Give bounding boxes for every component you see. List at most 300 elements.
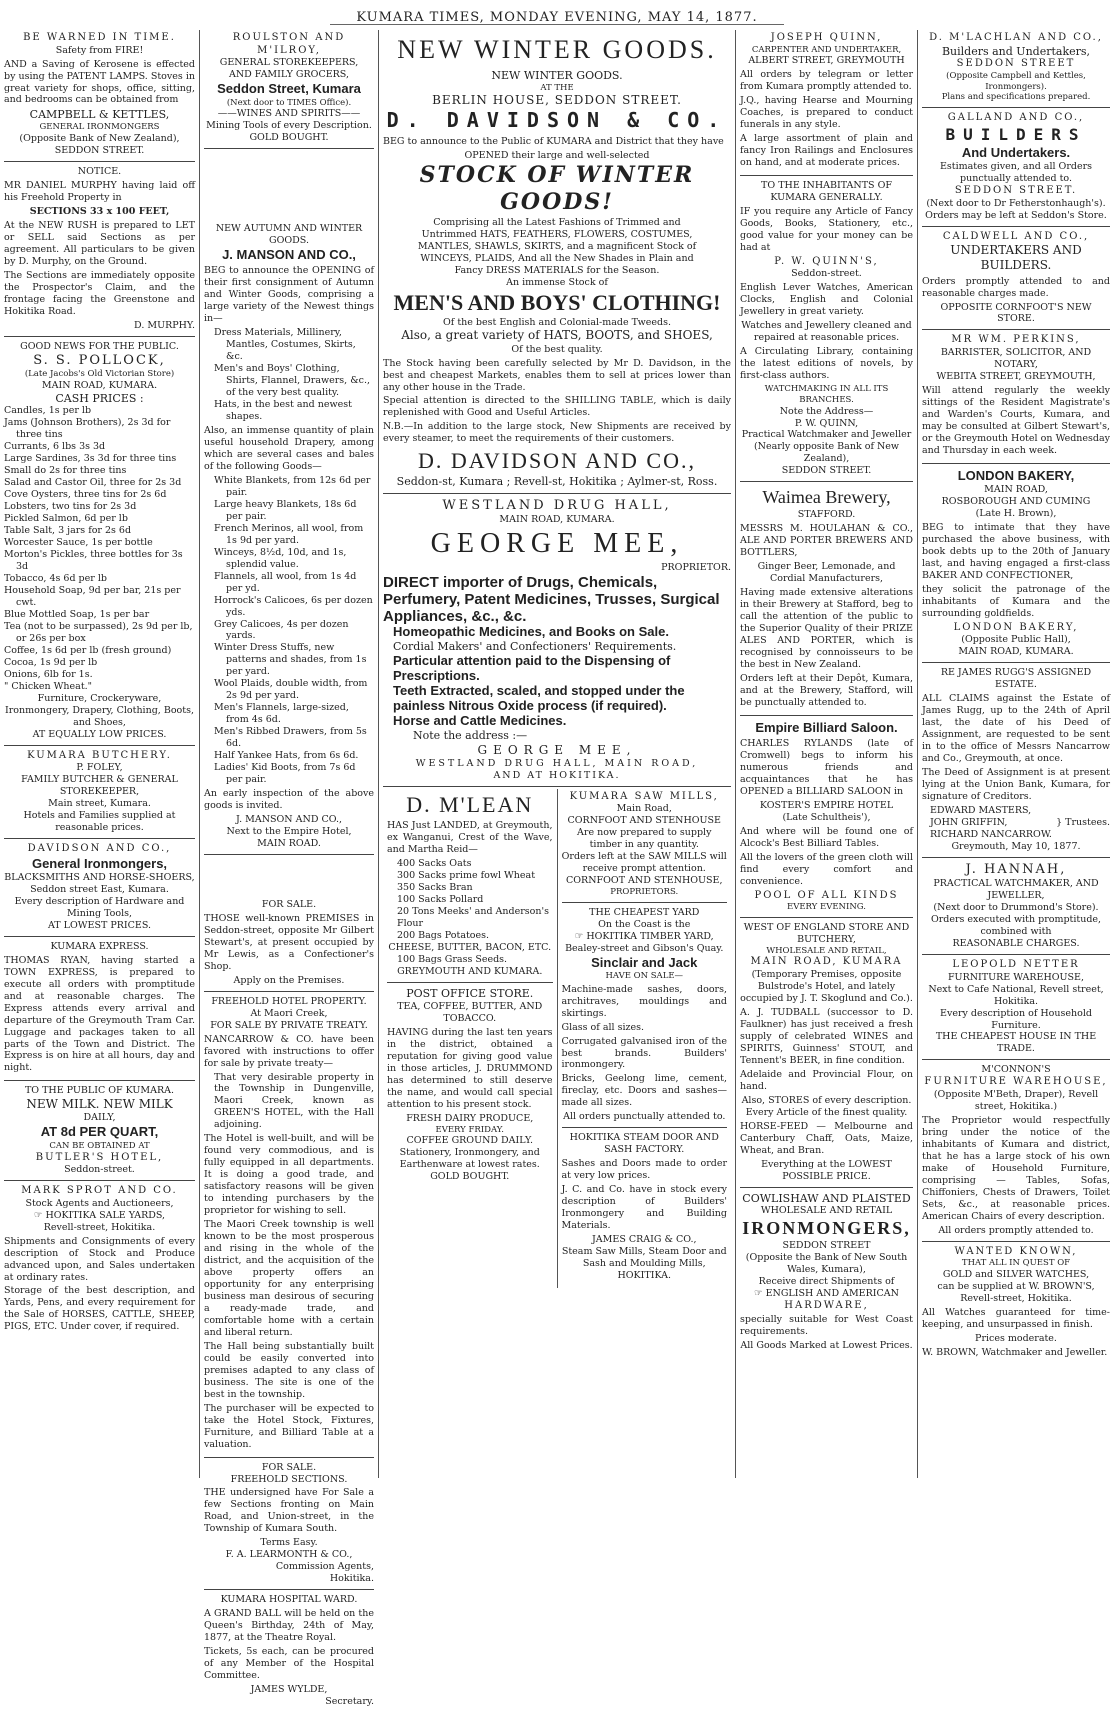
ad-heading: FOR SALE. [261, 898, 317, 910]
ad-body: ALL CLAIMS against the Estate of James Rugg, up to the 24th of April last, the date of his Deed of Assignment, are requested to be sent in to the office of Messrs Nancarrow and Co., Greymouth, at once. [922, 693, 1110, 765]
ad-line: Seddon-st, Kumara ; Revell-st, Hokitika ; Aylmer-st, Ross. [396, 475, 718, 489]
ad-berlin-house [383, 30, 731, 494]
ad-line: J. MANSON AND CO., [236, 814, 342, 826]
ad-heading: J. HANNAH, [965, 861, 1067, 877]
ad-firm: D. DAVIDSON AND CO., [418, 448, 696, 474]
ad-heading: HOKITIKA STEAM DOOR AND SASH FACTORY. [569, 1132, 719, 1156]
ad-line: (Nearly opposite Bank of New Zealand), [753, 441, 900, 465]
ad-line: GREYMOUTH AND KUMARA. [397, 965, 543, 977]
ad-line: MAIN ROAD, [984, 484, 1048, 496]
ad-line: PROPRIETORS. [610, 887, 679, 898]
ad-firm: GEORGE MEE, [430, 528, 684, 560]
ad-line: EVERY EVENING. [787, 902, 866, 913]
ad-kumara-express [4, 939, 195, 1082]
trustee-name: RICHARD NANCARROW. [930, 828, 1052, 840]
ad-line: LONDON BAKERY, [953, 621, 1079, 633]
ad-timber-yard [562, 905, 728, 1129]
ad-heading: DAVIDSON AND CO., [27, 842, 172, 854]
ad-line: F. A. LEARMONTH & CO., [225, 1549, 353, 1561]
ad-firm: Waimea Brewery, [762, 487, 891, 508]
ad-body: Storage of the best description, and Yards, Pens, and every requirement for the Sale of HORSES, CATTLE, SHEEP, PIGS, ETC. Under cover, if required. [4, 1285, 195, 1333]
ad-line: GOLD and SILVER WATCHES, [942, 1268, 1090, 1280]
ad-butchery [4, 748, 195, 839]
ad-body: An early inspection of the above goods is invited. [204, 788, 374, 812]
ad-pollock [4, 339, 195, 746]
ad-line: Also, a great variety of HATS, BOOTS, and SHOES, [401, 328, 713, 343]
ad-line: Terms Easy. [260, 1537, 318, 1549]
list-item: Horrock's Calicoes, 6s per dozen yds. [214, 594, 373, 618]
ad-line: (Opposite M'Beth, Draper), Revell street, Hokitika.) [933, 1088, 1099, 1112]
ad-line: PRACTICAL WATCHMAKER, AND JEWELLER, [933, 878, 1099, 902]
ad-heading: ROULSTON AND M'ILROY, [232, 32, 346, 56]
ad-line [562, 931, 728, 943]
ad-line: SEDDON STREET. [781, 465, 872, 477]
ad-line: Greymouth, May 10, 1877. [951, 840, 1081, 852]
ad-manson [204, 221, 374, 855]
ad-heading: COWLISHAW AND PLAISTED [742, 1191, 911, 1205]
ad-body: MESSRS M. HOULAHAN & CO., ALE AND PORTER BREWERS AND BOTTLERS, [740, 523, 913, 558]
ad-body: The Proprietor would respectfully bring under the notice of the inhabitants of Kumara and district, that he has a large stock of his own make of Household Furniture, comprising — Tables, Sofas, Chiffoniers, Chests of Drawers, Toilet Sets, &c., at reasonable prices. American Chairs of every description. [922, 1114, 1110, 1222]
ad-line: 100 Sacks Pollard [397, 894, 484, 906]
ad-freehold-hotel [204, 994, 374, 1458]
ad-heading: RE JAMES RUGG'S ASSIGNED ESTATE. [940, 667, 1092, 691]
ad-line: HARDWARE, [784, 1299, 869, 1311]
ad-heading: MARK SPROT AND CO. [21, 1185, 178, 1197]
ad-body: All orders by telegram or letter from Kumara promptly attended to. [740, 69, 913, 93]
ad-line: Apply on the Premises. [233, 974, 345, 986]
ad-heading: WEST OF ENGLAND STORE AND BUTCHERY, [743, 921, 910, 945]
column-2 [200, 30, 378, 1707]
ad-line-text: HOKITIKA TIMBER YARD, [586, 930, 714, 942]
ad-headline: NEW WINTER GOODS. [397, 35, 717, 64]
ad-heading: WANTED KNOWN, [954, 1245, 1078, 1257]
list-item: Men's Ribbed Drawers, from 5s 6d. [214, 726, 367, 750]
ad-body: Adelaide and Provincial Flour, on hand. [740, 1068, 913, 1092]
ad-firm: Seddon Street, Kumara [217, 81, 361, 97]
ad-line: Commission Agents, [275, 1561, 374, 1573]
ad-line: WHOLESALE AND RETAIL [760, 1205, 893, 1217]
ad-line: Hokitika. [993, 995, 1039, 1007]
ad-body: Particular attention paid to the Dispensing of Prescriptions. [393, 653, 671, 683]
list-item: Ladies' Kid Boots, from 7s 6d per pair. [214, 762, 356, 786]
ad-line: HAVE ON SALE— [605, 970, 684, 981]
ad-line: At Maori Creek, [250, 1007, 328, 1019]
list-item: Cove Oysters, three tins for 2s 6d [4, 489, 167, 501]
ad-line: JAMES CRAIG & CO., [591, 1234, 697, 1246]
ad-body: Having made extensive alterations in their Brewery at Stafford, beg to call the attention of the public to the Superior Quality of their PRIZE ALES AND PORTER, which is recognised by connoisseurs to be the best in New Zealand. [740, 586, 913, 670]
ad-line: Stationery, Ironmongery, and Earthenware at lowest rates. [399, 1147, 540, 1171]
ad-body: THOMAS RYAN, having started a TOWN EXPRESS, is prepared to execute all orders with promptitude and at reasonable charges. The Express attends every arrival and departure of the Greymouth Tram Car. Luggage and packages taken to all parts of the Town and District. The Express is on hire at all hours, day and night. [4, 954, 195, 1074]
ad-line: SEDDON STREET. [954, 185, 1078, 197]
ad-heading: POST OFFICE STORE. [406, 986, 534, 1000]
ad-kumara-saw-mills [562, 789, 728, 903]
ad-heading: TO THE PUBLIC OF KUMARA. [24, 1085, 175, 1097]
ad-line: FURNITURE WAREHOUSE, [947, 971, 1085, 983]
ad-line: STAFFORD. [797, 509, 856, 521]
ad-line: FOR SALE BY PRIVATE TREATY. [210, 1019, 368, 1031]
ad-body: they solicit the patronage of the inhabitants of Kumara and the surrounding goldfields. [922, 583, 1110, 619]
ad-post-office-store [387, 985, 553, 1187]
ad-westland-drug-hall [383, 496, 731, 787]
ad-line: On the Coast is the [598, 918, 691, 930]
ad-netter [922, 957, 1110, 1060]
ad-heading: KUMARA EXPRESS. [50, 940, 149, 952]
ad-perkins [922, 332, 1110, 463]
ad-line: GEORGE MEE, [477, 742, 637, 757]
ad-line: P. W. QUINN, [794, 417, 859, 429]
ad-joseph-quinn [740, 30, 913, 176]
ad-line-text: HOKITIKA SALE YARDS, [45, 1209, 166, 1221]
goods-list [204, 327, 374, 423]
ad-line: can be supplied at W. BROWN'S, [937, 1280, 1095, 1292]
ad-line: 200 Bags Potatoes. [397, 930, 490, 942]
list-item: Tea (not to be surpassed), 2s 9d per lb, or 26s per box [4, 620, 193, 644]
ad-sash-factory [562, 1130, 728, 1286]
list-item: Large Sardines, 3s 3d for three tins [4, 453, 177, 465]
ad-body: Tickets, 5s each, can be procured of any Member of the Hospital Committee. [204, 1646, 374, 1682]
ad-billiard-saloon [740, 718, 913, 918]
ad-body: Glass of all sizes. [561, 1021, 645, 1033]
ad-line: SEDDON STREET [956, 58, 1076, 70]
ad-line: Seddon-street. [791, 268, 862, 280]
list-item: Hats, in the best and newest shapes. [214, 399, 352, 423]
list-item: Jams (Johnson Brothers), 2s 3d for three tins [4, 417, 171, 441]
ad-west-of-england [740, 920, 913, 1188]
ad-line: Of the best English and Colonial-made Tweeds. [443, 316, 671, 328]
ad-body: Teeth Extracted, scaled, and stopped under the painless Nitrous Oxide process (if required). [393, 682, 685, 713]
ad-body: A large assortment of plain and fancy Iron Railings and Enclosures on hand, and at moderate prices. [740, 133, 913, 169]
list-item: Men's and Boys' Clothing, Shirts, Flannel, Drawers, &c., of the very best quality. [214, 363, 371, 399]
ad-line: Every Article of the finest quality. [745, 1106, 908, 1118]
ad-body: Comprising all the Latest Fashions of Trimmed and Untrimmed HATS, FEATHERS, FLOWERS, COSTUMES, MANTLES, SHAWLS, SKIRTS, and a magnificent Stock of WINCEYS, PLAIDS, And all the New Shades in Plain and Fancy DRESS MATERIALS for the Season. [417, 216, 697, 276]
list-item: Wool Plaids, double width, from 2s 9d per yard. [214, 678, 368, 702]
ad-heading: LEOPOLD NETTER [952, 959, 1080, 971]
pointing-hand-icon: ☞ [754, 1287, 766, 1299]
center-left [383, 789, 557, 1288]
ad-body: Cordial Makers' and Confectioners' Requirements. [393, 640, 677, 654]
ad-line: FAMILY BUTCHER & GENERAL STOREKEEPER, [21, 774, 178, 798]
ad-freehold-sections [204, 1460, 374, 1591]
ad-body: Shipments and Consignments of every description of Stock and Produce advanced upon, and Sales undertaken at ordinary rates. [4, 1235, 195, 1283]
ad-body: specially suitable for West Coast requirements. [740, 1314, 913, 1338]
ad-body: A. J. TUDBALL (successor to D. Faulkner) has just received a fresh supply of celebrated WINES and SPIRITS, Guinness' STOUT, and Tennent's BEER, in fine condition. [740, 1006, 913, 1066]
ad-line: Hotels and Families supplied at reasonable prices. [23, 810, 176, 833]
ad-line: (Late H. Brown), [975, 508, 1057, 520]
ad-firm: AT 8d PER QUART, [40, 1124, 159, 1140]
ad-body: J. C. and Co. have in stock every description of Builders' Ironmongery and Building Materials. [561, 1184, 727, 1232]
ad-line: (Next door to Drummond's Store). [933, 902, 1099, 914]
ad-line: (Next door to Dr Fetherstonhaugh's). [926, 197, 1106, 209]
ad-line: 400 Sacks Oats [397, 858, 472, 870]
column-4 [736, 30, 917, 1480]
ad-line: Hokitika. [329, 1573, 374, 1585]
ad-body: Machine-made sashes, doors, architraves, mouldings and skirtings. [561, 983, 727, 1019]
ad-line: Builders and Undertakers, [941, 44, 1091, 58]
ad-line: GOLD BOUGHT. [249, 132, 329, 144]
trustee-name: EDWARD MASTERS, [930, 804, 1032, 816]
ad-line: Note the Address— [779, 405, 874, 417]
ad-body: The Hotel is well-built, and will be found very commodious, and is fully equipped in all departments. It is doing a good trade, and satisfactory reasons will be given to intending purchasers by the proprietor for wishing to sell. [204, 1133, 374, 1217]
list-item: Half Yankee Hats, from 6s 6d. [214, 750, 359, 762]
ad-line: KOSTER'S EMPIRE HOTEL [759, 799, 894, 811]
ad-line: (Opposite Campbell and Kettles, Ironmongers). [946, 71, 1086, 92]
ad-heading: THE CHEAPEST YARD [589, 906, 700, 918]
ad-line: JAMES WYLDE, [250, 1684, 328, 1696]
ad-heading: GALLAND AND CO., [947, 112, 1085, 124]
pointing-hand-icon: ☞ [33, 1209, 46, 1221]
ad-line: CORNFOOT AND STENHOUSE [567, 815, 721, 827]
ad-body: THE undersigned have For Sale a few Sections fronting on Main Road, and Union-street, in the Township of Kumara South. [204, 1487, 374, 1535]
pointing-hand-icon: ☞ [574, 930, 587, 942]
ad-davidson-ironmongers [4, 841, 195, 937]
ad-caldwell [922, 229, 1110, 331]
ad-line: MAIN ROAD. [257, 837, 321, 849]
ad-brown-watches [922, 1244, 1110, 1365]
ad-body: BEG to announce the OPENING of their first consignment of Autumn and Winter Goods, comprising a large variety of the Newest things in— [204, 265, 374, 325]
ad-line: NEW WINTER GOODS. [491, 68, 623, 82]
ad-line: REASONABLE CHARGES. [952, 938, 1080, 950]
list-item: Currants, 6 lbs 3s 3d [4, 441, 106, 453]
ad-line: Plans and specifications prepared. [941, 92, 1091, 103]
ad-hospital-ward [204, 1592, 374, 1712]
ad-line: Next to the Empire Hotel, [226, 825, 352, 837]
center-split [383, 789, 731, 1288]
list-item: Candles, 1s per lb [4, 405, 92, 417]
ad-line: All Goods Marked at Lowest Prices. [740, 1340, 913, 1352]
ad-body: Corrugated galvanised iron of the best brands. Builders' ironmongery. [561, 1035, 727, 1071]
ad-rugg-estate [922, 665, 1110, 858]
ad-line: Seddon street East, Kumara. [30, 883, 169, 895]
ad-body: J.Q., having Hearse and Mourning Coaches, is prepared to conduct funerals in any style. [740, 95, 913, 131]
ad-line: SEDDON STREET [782, 1240, 871, 1252]
ad-line: TEA, COFFEE, BUTTER, AND TOBACCO. [397, 1000, 543, 1024]
masthead: KUMARA TIMES, MONDAY EVENING, MAY 14, 1877. [356, 10, 758, 25]
ad-line: 300 Sacks prime fowl Wheat [397, 870, 536, 882]
ad-line: Bealey-street and Gibson's Quay. [565, 942, 724, 954]
ad-body: All the lovers of the green cloth will find every comfort and convenience. [740, 851, 913, 887]
ad-line: AND FAMILY GROCERS, [229, 69, 349, 81]
ad-body: THOSE well-known PREMISES in Seddon-street, opposite Mr Gilbert Stewart's, at present occupied by Mr Lewis, as a Confectioner's Shop. [204, 912, 374, 972]
ad-campbell-kettles [4, 30, 195, 162]
ad-body: The Hall being substantially built could be easily converted into premises adapted to any class of business. The site is one of the best in the township. [204, 1340, 374, 1400]
ad-line: ——WINES AND SPIRITS—— [217, 108, 361, 120]
ad-line: CHEESE, BUTTER, BACON, ETC. [388, 942, 552, 954]
ad-body: BEG to announce to the Public of KUMARA and District that they have [383, 135, 724, 147]
ad-subheading: CASH PRICES : [55, 391, 144, 405]
ad-body: English Lever Watches, American Clocks, English and Colonial Jewellery in great variety. [740, 282, 913, 318]
ad-line: BUTLER'S HOTEL, [35, 1151, 164, 1163]
ad-line: WATCHMAKING IN ALL ITS BRANCHES. [764, 384, 889, 405]
list-item: Coffee, 1s 6d per lb (fresh ground) [4, 644, 172, 656]
ad-firm: D. M'LEAN [406, 791, 534, 817]
ad-heading: KUMARA SAW MILLS, [569, 790, 719, 802]
ad-firm: CAMPBELL & KETTLES, [29, 108, 170, 122]
ad-line: Also, STORES of every description. [741, 1094, 912, 1106]
ad-waimea-brewery [740, 484, 913, 715]
ad-line: An immense Stock of [506, 276, 608, 288]
ad-line: Revell-street, Hokitika. [43, 1221, 156, 1233]
ad-line: GOLD BOUGHT. [430, 1171, 510, 1183]
column-5 [918, 30, 1114, 1480]
ad-heading: FOR SALE. [261, 1461, 317, 1473]
ad-mconnon [922, 1062, 1110, 1241]
ad-body: The Deed of Assignment is at present lying at the Union Bank, Kumara, for signature of Creditors. [922, 767, 1110, 802]
list-item: Large heavy Blankets, 18s 6d per pair. [214, 498, 357, 522]
ad-heading: MR WM. PERKINS, [951, 334, 1081, 346]
ad-galland [922, 110, 1110, 227]
ad-line: Orders left at the SAW MILLS will receive prompt attention. [561, 851, 727, 875]
ad-line: OPPOSITE CORNFOOT'S NEW STORE. [940, 301, 1092, 325]
ad-line: Next to Cafe National, Revell street, [928, 983, 1104, 995]
ad-subheading: Safety from FIRE! [55, 44, 144, 56]
trustee-name: JOHN GRIFFIN, [930, 816, 1008, 828]
ad-heading: GOOD NEWS FOR THE PUBLIC. [20, 340, 179, 352]
ad-line [4, 1210, 195, 1222]
ad-line: MAIN ROAD, KUMARA. [958, 646, 1074, 658]
ad-heading: NOTICE. [77, 165, 122, 177]
center-right [557, 789, 732, 1288]
ad-line: EVERY FRIDAY. [435, 1124, 504, 1135]
ad-line: MAIN ROAD, KUMARA. [41, 379, 158, 391]
ad-london-bakery [922, 466, 1110, 664]
ad-line: ALBERT STREET, GREYMOUTH [748, 55, 905, 67]
ad-line: BLACKSMITHS AND HORSE-SHOERS, [4, 871, 195, 883]
ad-new-milk [4, 1083, 195, 1181]
ad-line-text: ENGLISH AND AMERICAN [765, 1287, 899, 1299]
ad-line: AT EQUALLY LOW PRICES. [32, 728, 167, 740]
ad-line: MAIN ROAD, KUMARA. [499, 514, 615, 526]
ad-line: (Opposite Public Hall), [961, 634, 1071, 646]
ad-line: Every description of Hardware and Mining Tools, [14, 895, 185, 919]
ad-body: The Stock having been carefully selected by Mr D. Davidson, in the best and cheapest Markets, enables them to sell at prices lower than any other house in the Trade. [383, 357, 731, 393]
ad-body: HAS Just LANDED, at Greymouth, ex Wanganui, Crest of the Wave, and Martha Reid— [387, 820, 553, 856]
ad-body: W. BROWN, Watchmaker and Jeweller. [922, 1346, 1108, 1358]
ad-body: The Maori Creek township is well known to be the most prosperous and rising in the whole of the district, and the acquisition of the above property offers an opportunity for any enterprising business man desirous of securing a ready-made trade, and comfortable home with a certain and liberal return. [204, 1219, 374, 1338]
ad-line: Seddon-street. [64, 1164, 135, 1176]
ad-firm: D. DAVIDSON & CO. [386, 108, 728, 133]
ad-line: Secretary. [325, 1695, 374, 1707]
ad-line: Every description of Household Furniture. [940, 1007, 1092, 1031]
column-1 [0, 30, 199, 1480]
ad-line: Prices moderate. [975, 1332, 1057, 1344]
ad-body: All Watches guaranteed for time-keeping, and unsurpassed in finish. [922, 1306, 1110, 1330]
ad-body: Homeopathic Medicines, and Books on Sale. [393, 624, 669, 640]
ad-body: DIRECT importer of Drugs, Chemicals, Perfumery, Patent Medicines, Trusses, Surgical Appliances, &c., &c. [383, 573, 720, 625]
ad-body: MR DANIEL MURPHY having laid off his Freehold Property in [4, 179, 195, 203]
ad-body: Sashes and Doors made to order at very low prices. [561, 1158, 727, 1182]
ad-heading: BE WARNED IN TIME. [23, 32, 176, 43]
ad-line: Orders may be left at Seddon's Store. [925, 209, 1107, 221]
ad-line: POOL OF ALL KINDS [754, 889, 899, 901]
list-item: Blue Mottled Soap, 1s per bar [4, 608, 150, 620]
ad-line: ROSBOROUGH AND CUMING [941, 496, 1091, 508]
price-list [4, 405, 195, 692]
ad-line: All orders punctually attended to. [563, 1111, 726, 1123]
list-item: Men's Flannels, large-sized, from 4s 6d. [214, 702, 349, 726]
ad-line: P. FOLEY, [76, 762, 123, 774]
ad-body: IF you require any Article of Fancy Goods, Books, Stationery, etc., good value for your money can be had at [740, 205, 913, 253]
ad-line: Revell-street, Hokitika. [960, 1292, 1072, 1304]
blank-space [204, 857, 374, 897]
ad-subheading: And Undertakers. [961, 144, 1071, 160]
list-item: Salad and Castor Oil, three for 2s 3d [4, 477, 182, 489]
ad-line: AND AT HOKITIKA. [493, 769, 621, 781]
ad-line: COFFEE GROUND DAILY. [406, 1135, 534, 1147]
ad-line: Everything at the LOWEST POSSIBLE PRICE. [761, 1158, 892, 1182]
ad-headline: MEN'S AND BOYS' CLOTHING! [393, 289, 721, 315]
ad-line: THE CHEAPEST HOUSE IN THE TRADE. [935, 1031, 1097, 1055]
ad-line: GENERAL STOREKEEPERS, [219, 57, 359, 69]
ad-signature: D. MURPHY. [134, 319, 195, 331]
ad-line: FREEHOLD SECTIONS. [230, 1473, 348, 1485]
ad-line: Note the address :— [413, 728, 528, 742]
ad-line: SEDDON STREET. [54, 144, 145, 156]
ad-body: Horse and Cattle Medicines. [393, 712, 567, 728]
ad-line: DAILY, [83, 1112, 116, 1124]
ad-line: CAN BE OBTAINED AT [49, 1140, 150, 1151]
list-item: Table Salt, 3 jars for 2s 6d [4, 525, 132, 537]
list-item: Pickled Salmon, 6d per lb [4, 513, 128, 525]
ad-body: BEG to intimate that they have purchased the above business, with book debts up to the 20th of January last, and having engaged a first-class BAKER AND CONFECTIONER, [922, 522, 1110, 581]
ad-line: GENERAL IRONMONGERS [39, 122, 160, 133]
ad-line: FURNITURE WAREHOUSE, [924, 1076, 1108, 1088]
ad-body: N.B.—In addition to the large stock, New Shipments are received by every steamer, to meet the requirements of their customers. [383, 421, 731, 445]
ad-body: The Sections are immediately opposite the Prospector's Claim, and the frontage facing the Greenstone and Hokitika Road. [4, 269, 195, 317]
ad-firm: Empire Billiard Saloon. [755, 719, 898, 735]
list-item: Tobacco, 4s 6d per lb [4, 572, 107, 584]
list-item: Worcester Sauce, 1s per bottle [4, 537, 153, 549]
ad-line: Are now prepared to supply timber in any quantity. [577, 827, 712, 851]
ad-line: MAIN ROAD, KUMARA [750, 956, 903, 968]
ad-body: Also, an immense quantity of plain useful household Drapery, among which are several cases and bales of the following Goods— [204, 425, 374, 472]
ad-heading: KUMARA BUTCHERY. [27, 749, 172, 761]
list-item: French Merinos, all wool, from 1s 9d per yard. [214, 522, 364, 546]
ad-line: Watches and Jewellery cleaned and repaired at reasonable prices. [741, 320, 912, 344]
ad-heading: CALDWELL AND CO., [942, 230, 1090, 242]
ad-line: (Opposite the Bank of New South Wales, Kumara), [745, 1252, 908, 1275]
ad-line: 20 Tons Meeks' and Anderson's Flour [397, 906, 549, 930]
list-item: Lobsters, two tins for 2s 3d [4, 501, 137, 513]
blank-space [204, 151, 374, 221]
list-item: Winter Dress Stuffs, new patterns and shades, from 1s per yard. [214, 642, 367, 678]
ad-hannah [922, 860, 1110, 955]
ad-murphy-notice [4, 164, 195, 337]
list-item: Small do 2s for three tins [4, 465, 127, 477]
ad-line: SECTIONS 33 x 100 FEET, [29, 205, 170, 217]
ad-line: Of the best quality. [511, 343, 603, 355]
ad-body: And where will be found one of Alcock's Best Billiard Tables. [740, 825, 913, 849]
ad-line: WHOLESALE AND RETAIL, [766, 945, 887, 956]
ad-line: Main Road, [616, 803, 672, 815]
ad-line: WESTLAND DRUG HALL, MAIN ROAD, [415, 757, 699, 769]
trustees-names [922, 805, 1056, 841]
ad-line: All orders promptly attended to. [938, 1224, 1094, 1236]
ad-body: Bricks, Geelong lime, cement, fireclay, etc. Doors and sashes—made all sizes. [561, 1073, 727, 1109]
ad-line: BERLIN HOUSE, SEDDON STREET. [432, 93, 682, 108]
list-item: Onions, 6lb for 1s. [4, 668, 93, 680]
ad-line: Steam Saw Mills, Steam Door and Sash and Moulding Mills, [561, 1246, 727, 1270]
ad-heading: KUMARA HOSPITAL WARD. [220, 1594, 358, 1606]
ad-line: FRESH DAIRY PRODUCE, [406, 1112, 534, 1124]
list-item: Grey Calicoes, 4s per dozen yards. [214, 618, 349, 642]
list-item: Cocoa, 1s 9d per lb [4, 656, 98, 668]
ad-line: (Temporary Premises, opposite Bulstrode's Hotel, and lately occupied by J. T. Skoglund and Co.). [740, 969, 913, 1004]
ad-line: Ginger Beer, Lemonade, and Cordial Manufacturers, [757, 560, 896, 584]
masthead-rule [330, 24, 784, 25]
ad-body: Will attend regularly the weekly sittings of the Resident Magistrate's and Warden's Courts, Kumara, and may be consulted at Gilbert Stewart's, or the Greymouth Hotel on Wednesday and Thursday in each week. [922, 384, 1110, 456]
ad-line: THAT ALL IN QUEST OF [961, 1258, 1071, 1269]
ad-body: HAVING during the last ten years in the district, obtained a reputation for giving good value in those articles, J. DRUMMOND has determined to still deserve the name, and would call special attention to his present stock. [387, 1026, 553, 1110]
